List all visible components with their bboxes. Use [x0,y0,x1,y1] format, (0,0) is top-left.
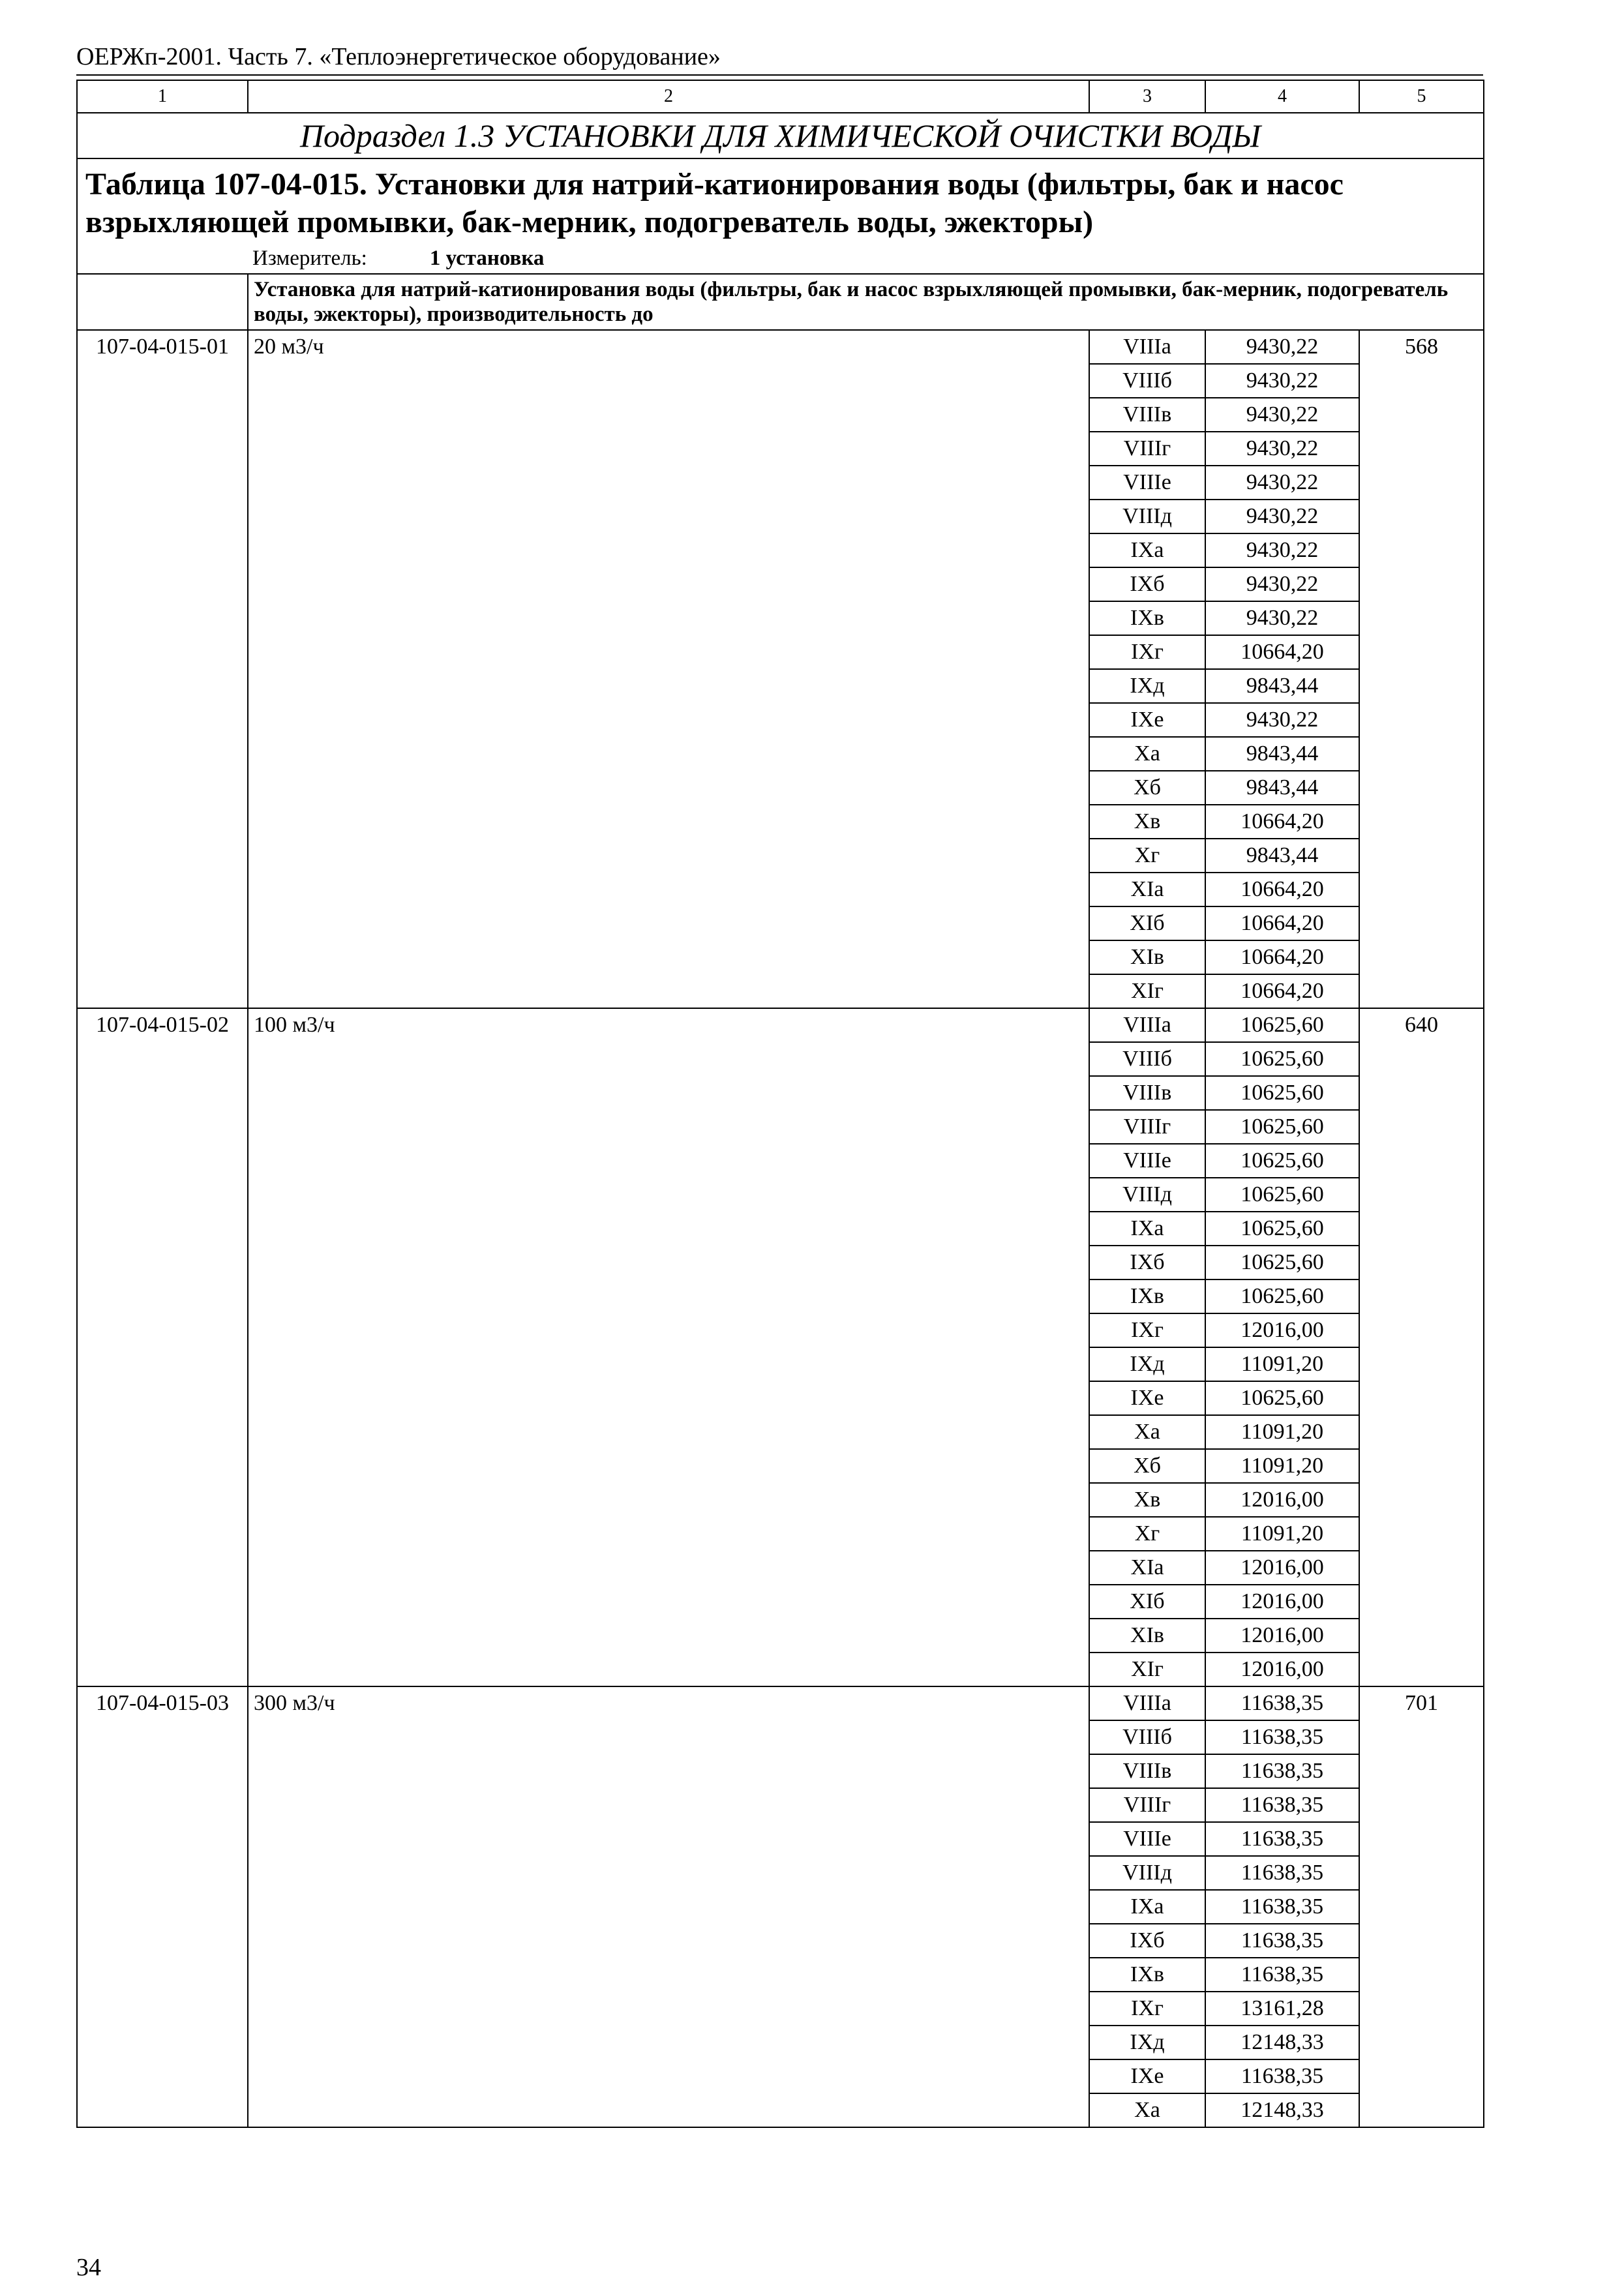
zone-code: VIIIа [1089,1008,1205,1042]
price-value: 9843,44 [1205,669,1359,703]
price-value: 9843,44 [1205,839,1359,873]
price-value: 9430,22 [1205,703,1359,737]
price-value: 10664,20 [1205,873,1359,906]
meter-label: Измеритель: [252,247,367,270]
price-value: 10625,60 [1205,1212,1359,1246]
zone-code: VIIIе [1089,1822,1205,1856]
price-value: 10625,60 [1205,1178,1359,1212]
column-5-value: 568 [1359,330,1484,1008]
zone-code: VIIIб [1089,1042,1205,1076]
zone-code: VIIIв [1089,1076,1205,1110]
price-value: 10664,20 [1205,974,1359,1008]
table-row [77,330,1484,364]
price-value: 11091,20 [1205,1517,1359,1551]
price-value: 12016,00 [1205,1483,1359,1517]
price-value: 9430,22 [1205,432,1359,466]
price-value: 10625,60 [1205,1246,1359,1279]
column-number: 2 [248,80,1089,113]
price-value: 11638,35 [1205,1686,1359,1720]
zone-code: IXб [1089,1246,1205,1279]
price-value: 9843,44 [1205,737,1359,771]
price-value: 10625,60 [1205,1381,1359,1415]
price-value: 12016,00 [1205,1619,1359,1653]
rates-table [76,80,1484,2128]
description-row [77,274,1484,330]
zone-code: IXд [1089,2026,1205,2059]
price-value: 12016,00 [1205,1585,1359,1619]
zone-code: IXв [1089,1958,1205,1992]
price-value: 12016,00 [1205,1313,1359,1347]
price-value: 12016,00 [1205,1551,1359,1585]
column-5-value: 640 [1359,1008,1484,1686]
page-number: 34 [76,2254,101,2281]
zone-code: VIIIг [1089,1788,1205,1822]
price-value: 11638,35 [1205,1856,1359,1890]
zone-code: Xг [1089,1517,1205,1551]
zone-code: VIIIг [1089,432,1205,466]
header-divider [76,74,1483,76]
zone-code: IXв [1089,1279,1205,1313]
table-title: Таблица 107-04-015. Установки для натрий-катионирования воды (фильтры, бак и насос взрыхляющей промывки, бак-мерник, подогреватель воды, эжекторы) [85,167,1344,239]
zone-code: IXд [1089,1347,1205,1381]
zone-code: VIIIб [1089,364,1205,398]
price-value: 12148,33 [1205,2093,1359,2127]
price-value: 11638,35 [1205,1720,1359,1754]
zone-code: XIб [1089,906,1205,940]
table-body [77,80,1484,2127]
meter-line [85,245,1475,271]
zone-code: Xб [1089,771,1205,805]
price-value: 11638,35 [1205,1924,1359,1958]
empty-cell [77,274,248,330]
zone-code: VIIIв [1089,398,1205,432]
price-value: 11091,20 [1205,1415,1359,1449]
table-title-cell [77,158,1484,274]
zone-code: IXб [1089,1924,1205,1958]
price-value: 10625,60 [1205,1144,1359,1178]
price-value: 9430,22 [1205,466,1359,500]
price-value: 10625,60 [1205,1279,1359,1313]
price-value: 12016,00 [1205,1653,1359,1686]
rate-code: 107-04-015-02 [77,1008,248,1686]
meter-value: 1 установка [429,247,545,270]
zone-code: IXа [1089,1212,1205,1246]
zone-code: VIIIе [1089,1144,1205,1178]
price-value: 9430,22 [1205,601,1359,635]
zone-code: Xг [1089,839,1205,873]
zone-code: IXе [1089,2059,1205,2093]
zone-code: IXг [1089,635,1205,669]
price-value: 11638,35 [1205,1890,1359,1924]
zone-code: Xб [1089,1449,1205,1483]
column-number-row [77,80,1484,113]
zone-code: XIв [1089,1619,1205,1653]
column-number: 3 [1089,80,1205,113]
zone-code: IXа [1089,533,1205,567]
price-value: 10664,20 [1205,635,1359,669]
zone-code: Xа [1089,737,1205,771]
zone-code: IXа [1089,1890,1205,1924]
zone-code: VIIIд [1089,500,1205,533]
price-value: 10625,60 [1205,1042,1359,1076]
zone-code: Xа [1089,2093,1205,2127]
rate-code: 107-04-015-01 [77,330,248,1008]
price-value: 11638,35 [1205,1788,1359,1822]
price-value: 9843,44 [1205,771,1359,805]
zone-code: IXе [1089,703,1205,737]
zone-code: IXг [1089,1992,1205,2026]
zone-code: XIг [1089,974,1205,1008]
table-title-row [77,158,1484,274]
price-value: 10664,20 [1205,940,1359,974]
zone-code: XIг [1089,1653,1205,1686]
table-row [77,1686,1484,1720]
price-value: 10664,20 [1205,805,1359,839]
capacity: 300 м3/ч [248,1686,1089,2127]
price-value: 10625,60 [1205,1110,1359,1144]
zone-code: IXд [1089,669,1205,703]
zone-code: IXв [1089,601,1205,635]
description: Установка для натрий-катионирования воды (фильтры, бак и насос взрыхляющей промывки, бак-мерник, подогреватель воды, эжекторы), производительность до [248,274,1484,330]
zone-code: XIв [1089,940,1205,974]
zone-code: XIб [1089,1585,1205,1619]
price-value: 13161,28 [1205,1992,1359,2026]
zone-code: VIIIг [1089,1110,1205,1144]
price-value: 11638,35 [1205,1754,1359,1788]
rate-code: 107-04-015-03 [77,1686,248,2127]
zone-code: VIIIд [1089,1856,1205,1890]
zone-code: VIIIа [1089,1686,1205,1720]
zone-code: IXг [1089,1313,1205,1347]
column-number: 5 [1359,80,1484,113]
price-value: 10625,60 [1205,1076,1359,1110]
zone-code: VIIIв [1089,1754,1205,1788]
zone-code: VIIIд [1089,1178,1205,1212]
price-value: 9430,22 [1205,567,1359,601]
price-value: 11638,35 [1205,1958,1359,1992]
price-value: 10625,60 [1205,1008,1359,1042]
price-value: 11091,20 [1205,1449,1359,1483]
zone-code: VIIIа [1089,330,1205,364]
column-number: 4 [1205,80,1359,113]
zone-code: VIIIе [1089,466,1205,500]
price-value: 9430,22 [1205,398,1359,432]
zone-code: VIIIб [1089,1720,1205,1754]
price-value: 10664,20 [1205,906,1359,940]
price-value: 9430,22 [1205,500,1359,533]
subsection-title: Подраздел 1.3 УСТАНОВКИ ДЛЯ ХИМИЧЕСКОЙ ОЧИСТКИ ВОДЫ [77,113,1484,158]
price-value: 9430,22 [1205,330,1359,364]
subsection-row [77,113,1484,158]
price-value: 9430,22 [1205,533,1359,567]
price-value: 11638,35 [1205,1822,1359,1856]
zone-code: XIа [1089,1551,1205,1585]
running-header: ОЕРЖп-2001. Часть 7. «Теплоэнергетическое оборудование» [76,43,721,70]
column-5-value: 701 [1359,1686,1484,2127]
zone-code: XIа [1089,873,1205,906]
table-row [77,1008,1484,1042]
zone-code: Xа [1089,1415,1205,1449]
zone-code: IXб [1089,567,1205,601]
price-value: 11091,20 [1205,1347,1359,1381]
price-value: 12148,33 [1205,2026,1359,2059]
capacity: 100 м3/ч [248,1008,1089,1686]
zone-code: IXе [1089,1381,1205,1415]
zone-code: Xв [1089,805,1205,839]
price-value: 11638,35 [1205,2059,1359,2093]
zone-code: Xв [1089,1483,1205,1517]
price-value: 9430,22 [1205,364,1359,398]
column-number: 1 [77,80,248,113]
capacity: 20 м3/ч [248,330,1089,1008]
